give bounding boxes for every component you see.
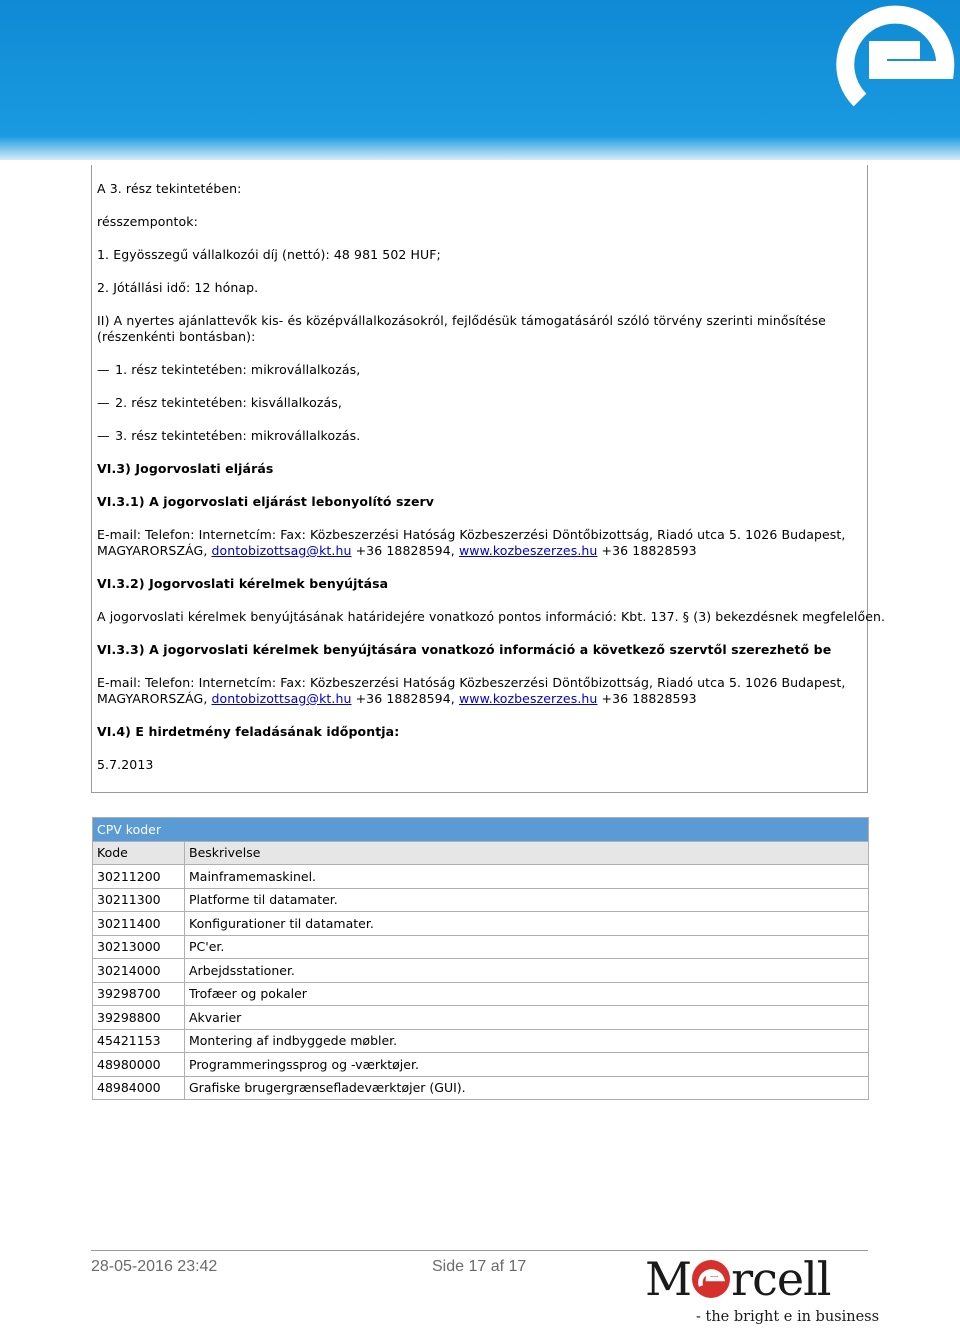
footer-divider [91, 1250, 868, 1251]
sme-item-2: — 2. rész tekintetében: kisvállalkozás, [97, 395, 342, 410]
table-row [93, 888, 869, 912]
cpv-description: Akvarier [185, 1006, 869, 1030]
sme-item-3: — 3. rész tekintetében: mikrovállalkozás. [97, 428, 361, 443]
cpv-description: Konfigurationer til datamater. [185, 912, 869, 936]
footer-page-number: Side 17 af 17 [432, 1258, 527, 1275]
cpv-description: Grafiske brugergrænsefladeværktøjer (GUI). [185, 1076, 869, 1100]
cpv-header-row [93, 841, 869, 865]
header-band [0, 0, 960, 160]
cpv-description: Mainframemaskinel. [185, 865, 869, 889]
brand-tagline: - the bright e in business [696, 1309, 880, 1325]
col-code-header: Kode [93, 841, 185, 865]
cpv-code: 30211200 [93, 865, 185, 889]
table-row [93, 1076, 869, 1100]
web-link[interactable]: www.kozbeszerzes.hu [458, 691, 598, 706]
country: MAGYARORSZÁG, [97, 543, 208, 558]
col-desc-header: Beskrivelse [185, 841, 869, 865]
cpv-description: Programmeringssprog og -værktøjer. [185, 1053, 869, 1077]
contact2-line-2 [97, 691, 697, 707]
sme-item-1: — 1. rész tekintetében: mikrovállalkozás, [97, 362, 361, 377]
table-row [93, 959, 869, 983]
fax: +36 18828593 [601, 543, 697, 558]
table-row [93, 912, 869, 936]
section-vi32-heading: VI.3.2) Jogorvoslati kérelmek benyújtása [97, 576, 389, 591]
cpv-code: 39298700 [93, 982, 185, 1006]
cpv-code: 39298800 [93, 1006, 185, 1030]
contact-line-1: E-mail: Telefon: Internetcím: Fax: Közbeszerzési Hatóság Közbeszerzési Döntőbizottság, Riadó utca 5. 1026 Budapest, [97, 527, 846, 542]
criterion-1: 1. Egyösszegű vállalkozói díj (nettó): 48 981 502 HUF; [97, 247, 441, 262]
email-link[interactable]: dontobizottsag@kt.hu [211, 543, 352, 558]
cpv-description: Arbejdsstationer. [185, 959, 869, 983]
mercell-logo: M rcell [645, 1252, 831, 1306]
fax: +36 18828593 [601, 691, 697, 706]
part3-heading: A 3. rész tekintetében: [97, 181, 242, 196]
email-link[interactable]: dontobizottsag@kt.hu [211, 691, 352, 706]
sme-paragraph: II) A nyertes ajánlattevők kis- és középvállalkozásokról, fejlődésük támogatásáról szóló törvény szerinti minősítése (részenkénti bontásban): [97, 313, 826, 344]
cpv-code: 30214000 [93, 959, 185, 983]
section-vi31-heading: VI.3.1) A jogorvoslati eljárást lebonyolító szerv [97, 494, 435, 509]
phone: +36 18828594, [355, 691, 455, 706]
table-row [93, 865, 869, 889]
section-vi33-heading: VI.3.3) A jogorvoslati kérelmek benyújtására vonatkozó információ a következő szervtől szerezhető be [97, 642, 832, 657]
table-row [93, 1006, 869, 1030]
cpv-description: Platforme til datamater. [185, 888, 869, 912]
table-row [93, 1029, 869, 1053]
cpv-code: 30213000 [93, 935, 185, 959]
subcriteria-label: résszempontok: [97, 214, 198, 229]
cpv-code: 30211400 [93, 912, 185, 936]
cpv-title-row [93, 818, 869, 842]
cpv-table [92, 817, 869, 1100]
sme-item-2-text: 2. rész tekintetében: kisvállalkozás, [115, 395, 342, 410]
cpv-code: 30211300 [93, 888, 185, 912]
cpv-code: 48980000 [93, 1053, 185, 1077]
cpv-description: Trofæer og pokaler [185, 982, 869, 1006]
table-row [93, 1053, 869, 1077]
criterion-2: 2. Jótállási idő: 12 hónap. [97, 280, 259, 295]
web-link[interactable]: www.kozbeszerzes.hu [458, 543, 598, 558]
contact-line-2 [97, 543, 697, 559]
cpv-description: Montering af indbyggede møbler. [185, 1029, 869, 1053]
contact2-line-1: E-mail: Telefon: Internetcím: Fax: Közbeszerzési Hatóság Közbeszerzési Döntőbizottság, Riadó utca 5. 1026 Budapest, [97, 675, 846, 690]
cpv-description: PC'er. [185, 935, 869, 959]
deadline-paragraph: A jogorvoslati kérelmek benyújtásának határidejére vonatkozó pontos információ: Kbt. 137. § (3) bekezdésnek megfelelően. [97, 609, 886, 624]
cpv-title: CPV koder [93, 818, 869, 842]
cpv-code: 48984000 [93, 1076, 185, 1100]
table-row [93, 982, 869, 1006]
country: MAGYARORSZÁG, [97, 691, 208, 706]
section-vi4-heading: VI.4) E hirdetmény feladásának időpontja: [97, 724, 400, 739]
table-row [93, 935, 869, 959]
sme-item-3-text: 3. rész tekintetében: mikrovállalkozás. [115, 428, 361, 443]
footer-timestamp: 28-05-2016 23:42 [91, 1258, 218, 1275]
section-vi3-heading: VI.3) Jogorvoslati eljárás [97, 461, 274, 476]
e-logo-icon [820, 0, 960, 140]
sme-item-1-text: 1. rész tekintetében: mikrovállalkozás, [115, 362, 361, 377]
phone: +36 18828594, [355, 543, 455, 558]
dispatch-date: 5.7.2013 [97, 757, 154, 772]
mercell-e-icon [691, 1258, 731, 1298]
cpv-code: 45421153 [93, 1029, 185, 1053]
